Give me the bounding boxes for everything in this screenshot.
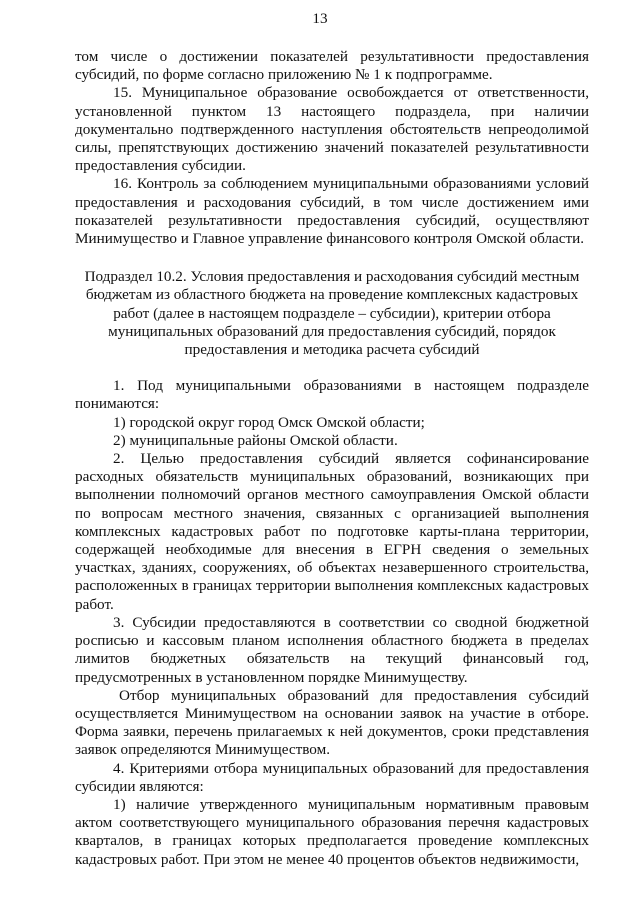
section-heading: Подраздел 10.2. Условия предоставления и расходования субсидий местным бюджетам из областного бюджета на проведение комплексных кадастровых работ (далее в настоящем подразделе – субсидии), критерии отбора муниципальных образований для предоставления субсидий, порядок предоставления и методика расчета субсидий bbox=[84, 268, 580, 359]
item-1: 1. Под муниципальными образованиями в настоящем подразделе понимаются: bbox=[75, 377, 589, 413]
item-3: 3. Субсидии предоставляются в соответствии со сводной бюджетной росписью и кассовым планом исполнения областного бюджета в пределах лимитов бюджетных обязательств на текущий финансовый год, предусмотренных в установленном порядке Минимуществу. bbox=[75, 613, 589, 686]
paragraph-15: 15. Муниципальное образование освобождается от ответственности, установленной пунктом 13 настоящего подраздела, при наличии документально подтвержденного наступления обстоятельств непреодолимой силы, препятствующих достижению значений показателей результативности предоставления субсидии. bbox=[75, 84, 589, 175]
item-4-sub-1: 1) наличие утвержденного муниципальным нормативным правовым актом соответствующего муниципального образования перечня кадастровых кварталов, в границах которых предполагается проведение комплексных кадастровых работ. При этом не менее 40 процентов объектов недвижимости, bbox=[75, 795, 589, 868]
document-body bbox=[75, 48, 589, 869]
spacer bbox=[75, 359, 589, 377]
page-number: 13 bbox=[312, 10, 328, 27]
item-3-selection: Отбор муниципальных образований для предоставления субсидий осуществляется Минимуществом на основании заявок на участие в отборе. Форма заявки, перечень прилагаемых к ней документов, сроки представления заявок определяются Минимуществом. bbox=[75, 686, 589, 759]
item-2: 2. Целью предоставления субсидий является софинансирование расходных обязательств муниципальных образований, возникающих при выполнении полномочий органов местного самоуправления Омской области по вопросам местного значения, связанных с организацией выполнения комплексных кадастровых работ по подготовке карты-плана территории, содержащей необходимые для внесения в ЕГРН сведения о земельных участках, зданиях, сооружениях, об объектах незавершенного строительства, расположенных в границах территории выполнения комплексных кадастровых работ. bbox=[75, 450, 589, 613]
paragraph-16: 16. Контроль за соблюдением муниципальными образованиями условий предоставления и расходования субсидий, в том числе достижением ими показателей результативности предоставления субсидий, осуществляют Минимущество и Главное управление финансового контроля Омской области. bbox=[75, 175, 589, 248]
item-1-sub-2: 2) муниципальные районы Омской области. bbox=[113, 431, 398, 449]
item-4: 4. Критериями отбора муниципальных образований для предоставления субсидии являются: bbox=[75, 759, 589, 795]
item-1-sub-1: 1) городской округ город Омск Омской области; bbox=[113, 413, 425, 431]
spacer bbox=[75, 248, 589, 268]
paragraph-14-continuation: том числе о достижении показателей результативности предоставления субсидий, по форме согласно приложению № 1 к подпрограмме. bbox=[75, 48, 589, 84]
